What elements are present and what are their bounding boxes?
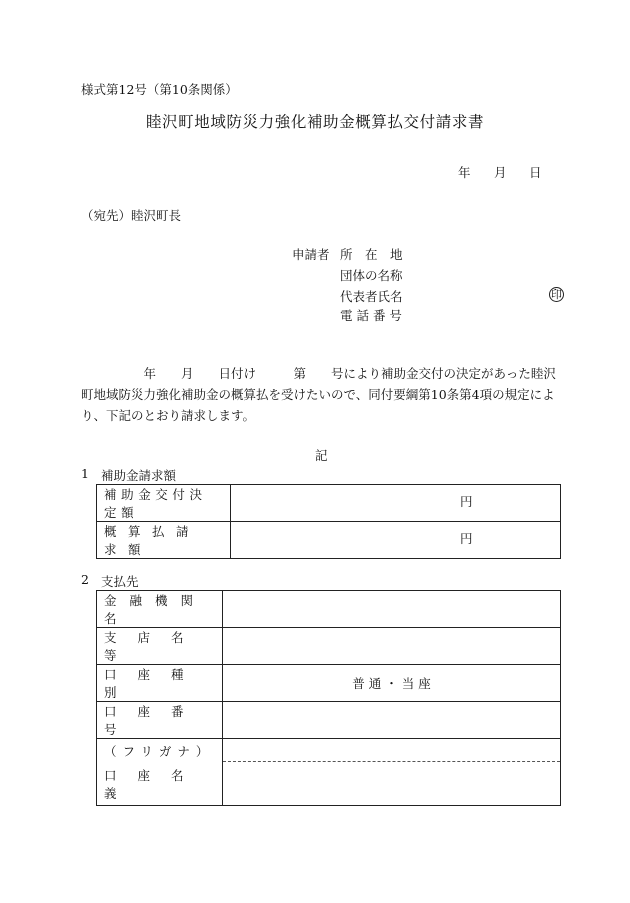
account-number-label-cell <box>97 702 223 739</box>
account-type-label-cell <box>97 665 223 702</box>
decided-amount-label <box>104 485 223 521</box>
branch-name-label-cell <box>97 628 223 665</box>
seal-mark: 印 <box>551 288 562 301</box>
table-row <box>97 591 561 628</box>
account-name-input[interactable] <box>223 761 560 805</box>
section2-title: 支払先 <box>101 574 139 589</box>
request-paragraph: 年 月 日付け 第 号により補助金交付の決定があった睦沢町地域防災力強化補助金の概算払を受けたいので、同付要綱第10条第4項の規定により、下記のとおり請求します。 <box>81 366 556 423</box>
decided-amount-value[interactable] <box>231 485 561 522</box>
account-number-label: 口座番号 <box>104 704 205 737</box>
applicant-heading: 申請者 <box>292 247 330 262</box>
bank-name-value[interactable] <box>223 591 561 628</box>
decided-amount-label-cell <box>97 485 231 522</box>
section1-title: 補助金請求額 <box>101 468 177 483</box>
table-row <box>97 702 561 739</box>
account-name-label: 口座名義 <box>104 768 205 801</box>
furigana-label: （フリガナ） <box>104 744 215 759</box>
table-row <box>97 485 561 522</box>
payee-table <box>96 590 561 806</box>
date-year: 年 <box>458 165 471 180</box>
document-title: 睦沢町地域防災力強化補助金概算払交付請求書 <box>145 113 485 131</box>
branch-name-label: 支店名等 <box>104 630 205 663</box>
table-row <box>97 522 561 559</box>
bank-name-label-cell <box>97 591 223 628</box>
account-number-value[interactable] <box>223 702 561 739</box>
advance-amount-value[interactable] <box>231 522 561 559</box>
addressee: （宛先）睦沢町長 <box>81 208 182 223</box>
request-amount-table <box>96 484 561 559</box>
form-number: 様式第12号（第10条関係） <box>81 82 238 97</box>
advance-amount-label-text: 概算払請求額 <box>104 524 201 557</box>
account-type-value[interactable]: 普 通 ・ 当 座 <box>223 665 561 702</box>
phone-label: 電 話 番 号 <box>340 308 402 323</box>
address-label: 所 在 地 <box>340 247 403 262</box>
date-month: 月 <box>494 165 507 180</box>
ki-heading: 記 <box>315 448 328 463</box>
section1-number: 1 <box>81 466 89 481</box>
decided-amount-label-text: 補助金交付決定額 <box>104 487 207 520</box>
advance-amount-label-cell <box>97 522 231 559</box>
account-name-label-cell <box>97 739 223 806</box>
table-row <box>97 665 561 702</box>
date-day: 日 <box>529 165 542 180</box>
advance-amount-unit: 円 <box>460 531 473 546</box>
section2-number: 2 <box>81 572 89 587</box>
furigana-input[interactable] <box>223 739 560 761</box>
rep-name-label: 代表者氏名 <box>340 289 403 304</box>
org-name-label: 団体の名称 <box>340 268 403 283</box>
decided-amount-unit: 円 <box>460 494 473 509</box>
bank-name-label: 金融機関名 <box>104 593 207 626</box>
branch-name-value[interactable] <box>223 628 561 665</box>
table-row <box>97 739 561 806</box>
account-name-value-cell <box>223 739 561 806</box>
table-row <box>97 628 561 665</box>
account-type-label: 口座種別 <box>104 667 205 700</box>
